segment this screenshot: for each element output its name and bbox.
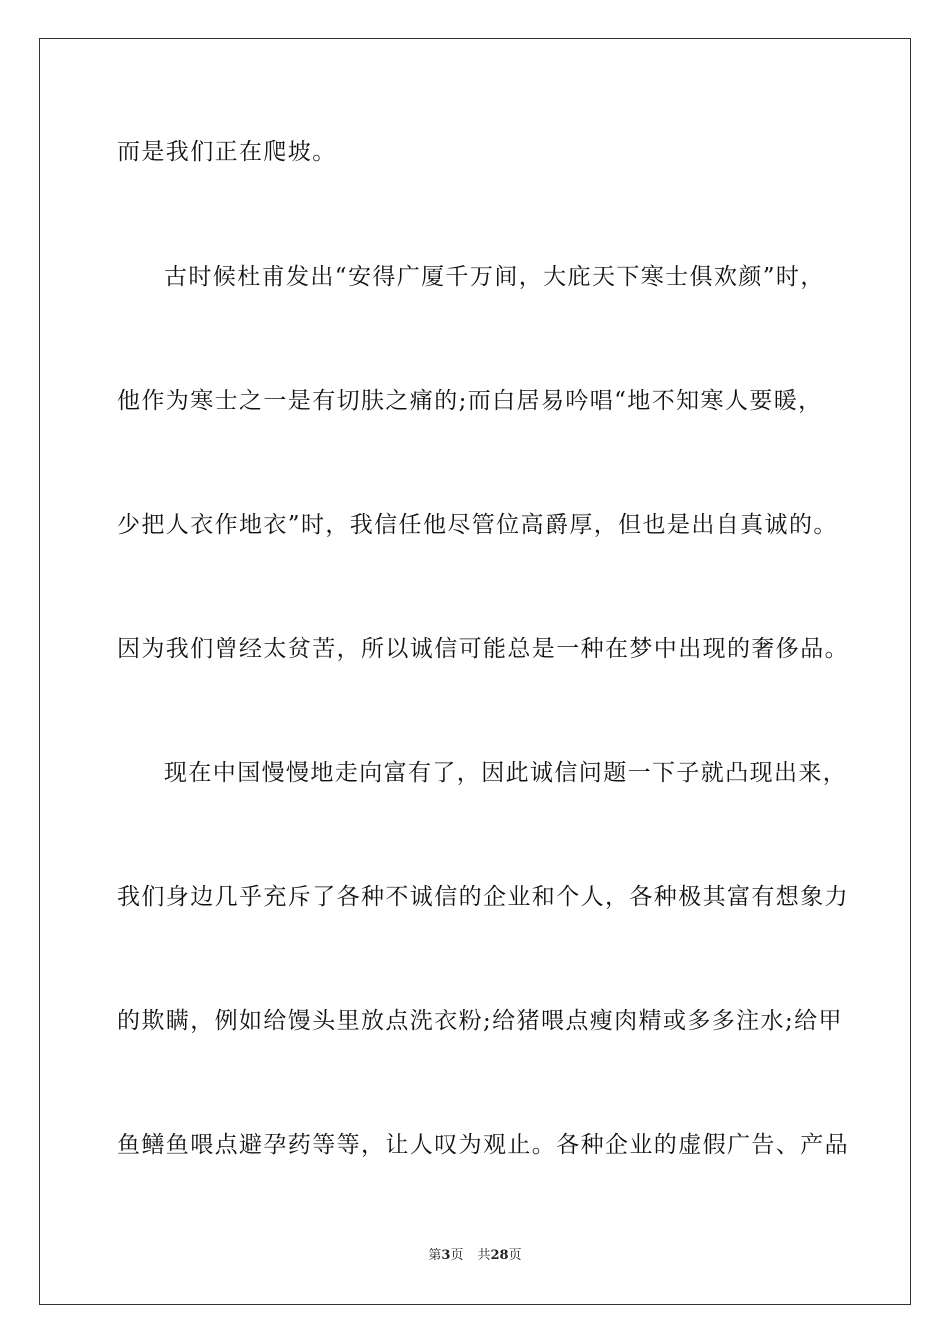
paragraph-line-6: 现在中国慢慢地走向富有了，因此诚信问题一下子就凸现出来， [164, 760, 848, 786]
paragraph-line-7: 我们身边几乎充斥了各种不诚信的企业和个人，各种极其富有想象力 [117, 884, 849, 910]
footer-page-suffix: 页 [450, 1248, 464, 1263]
paragraph-line-8: 的欺瞒，例如给馒头里放点洗衣粉;给猪喂点瘦肉精或多多注水;给甲 [117, 1008, 843, 1034]
footer-total-prefix: 共 [477, 1248, 491, 1263]
paragraph-line-2: 古时候杜甫发出“安得广厦千万间，大庇天下寒士俱欢颜”时， [164, 264, 825, 290]
page-footer [0, 1247, 950, 1265]
paragraph-line-1: 而是我们正在爬坡。 [117, 139, 337, 165]
paragraph-line-4: 少把人衣作地衣”时，我信任他尽管位高爵厚，但也是出自真诚的。 [117, 512, 838, 538]
paragraph-line-5: 因为我们曾经太贫苦，所以诚信可能总是一种在梦中出现的奢侈品。 [117, 636, 849, 662]
footer-page-total: 28 [490, 1248, 509, 1263]
paragraph-line-9: 鱼鳝鱼喂点避孕药等等，让人叹为观止。各种企业的虚假广告、产品 [117, 1132, 849, 1158]
page-border [39, 38, 911, 1305]
footer-page-current: 3 [441, 1248, 451, 1263]
footer-total-suffix: 页 [508, 1248, 522, 1263]
footer-page-prefix: 第 [428, 1248, 442, 1263]
paragraph-line-3: 他作为寒士之一是有切肤之痛的;而白居易吟唱“地不知寒人要暖， [117, 388, 823, 414]
